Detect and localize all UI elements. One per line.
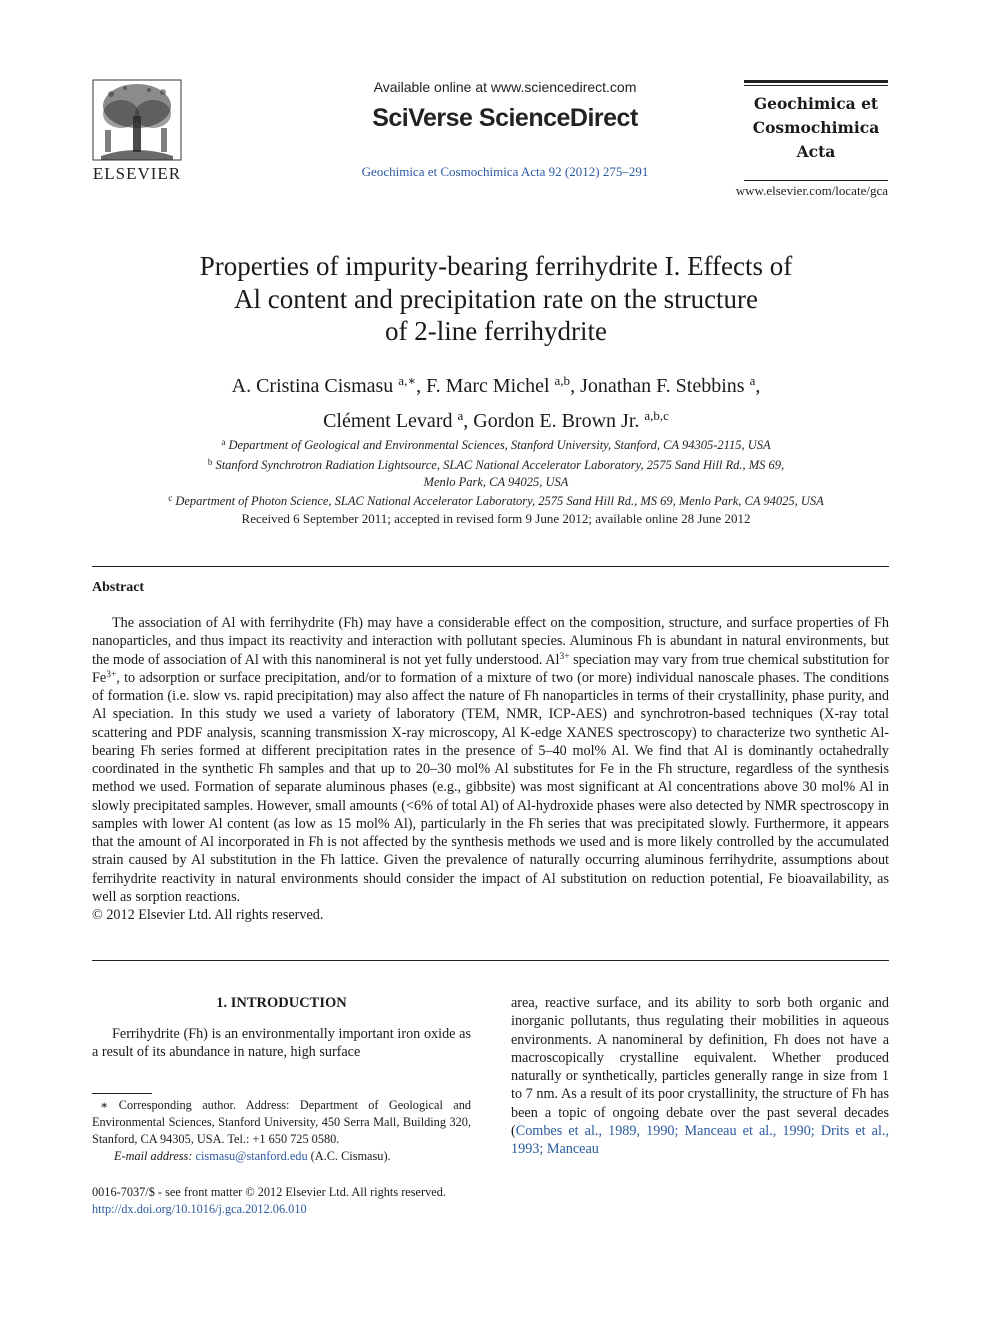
affiliation-b-cont: Menlo Park, CA 94025, USA — [423, 474, 569, 489]
affiliation-key: a — [221, 437, 226, 447]
author-affil-marker[interactable]: a — [457, 408, 464, 423]
journal-url-link[interactable]: www.elsevier.com/locate/gca — [735, 183, 888, 198]
intro-paragraph-right: area, reactive surface, and its ability to sorb both organic and inorganic pollutants, thus regulating their mobilities in aqueous environments. A nanomineral by definition, Fh does not have a macroscopically crystalline equivalent. Whether produced naturally or synthetically, particles generally range in size from 1 to 7 nm. As a result of its poor crystallinity, the structure of Fh has been a topic of ongoing debate over the past several decades (Combes et al., 1989, 1990; Manceau et al., 1990; Drits et al., 1993; Manceau — [511, 995, 889, 1157]
sciencedirect-brand: SciVerse ScienceDirect — [372, 104, 638, 132]
abstract-top-rule — [92, 566, 889, 567]
elsevier-logo — [88, 78, 186, 182]
abstract-bottom-rule — [92, 960, 889, 961]
abstract-heading: Abstract — [92, 580, 145, 595]
author-line1: A. Cristina Cismasu $^{a,∗}$, F. Marc Michel $^{a,b}$, Jonathan F. Stebbins $^a$, — [231, 373, 761, 397]
email-label: E-mail address: — [114, 1149, 193, 1163]
affiliation-text: Department of Photon Science, SLAC National Accelerator Laboratory, 2575 Sand Hill Rd., MS 69, Menlo Park, CA 94025, USA — [175, 494, 824, 509]
author-name[interactable]: F. Marc Michel — [426, 375, 550, 397]
intro-paragraph-left: Ferrihydrite (Fh) is an environmentally important iron oxide as a result of its abundance in nature, high surface — [92, 1026, 471, 1061]
footnote-text: ∗ Corresponding author. Address: Department of Geological and Environmental Sciences, Stanford University, 450 Serra Mall, Building 320, Stanford, CA 94305, USA. Tel.: +1 650 725 0580. — [92, 1098, 471, 1146]
journal-citation-link[interactable]: Geochimica et Cosmochimica Acta 92 (2012) 275–291 — [361, 164, 649, 179]
title-line1: Properties of impurity-bearing ferrihydrite I. Effects of — [199, 251, 793, 281]
journal-title-box — [744, 80, 888, 164]
left-column — [92, 994, 471, 1062]
reference-links[interactable]: Combes et al., 1989, 1990; Manceau et al., 1990; Drits et al., 1993; Manceau — [511, 1122, 889, 1157]
affiliation-key: c — [168, 493, 173, 504]
author-list — [100, 366, 892, 436]
author-email-link[interactable]: cismasu@stanford.edu — [195, 1149, 308, 1163]
abstract-body — [92, 614, 889, 924]
author-affil-marker[interactable]: a,b,c — [644, 408, 669, 423]
affiliation-b — [100, 454, 892, 474]
journal-name-line2: Cosmochimica — [752, 118, 880, 137]
author-affil-marker[interactable]: a,∗ — [398, 373, 417, 388]
author-name[interactable]: Clément Levard — [323, 410, 453, 432]
section-heading-introduction: 1. INTRODUCTION — [216, 995, 347, 1011]
author-affil-marker[interactable]: a,b — [554, 373, 571, 388]
affiliation-text: Stanford Synchrotron Radiation Lightsource, SLAC National Accelerator Laboratory, 2575 Sand Hill Rd., MS 69, — [215, 457, 785, 472]
journal-name-line3: Acta — [796, 142, 836, 161]
available-online-text: Available online at www.sciencedirect.com — [373, 79, 637, 95]
elsevier-tree-icon — [91, 78, 183, 162]
journal-name-line1: Geochimica et — [753, 94, 879, 113]
author-name[interactable]: A. Cristina Cismasu — [231, 375, 394, 397]
affiliation-text: Department of Geological and Environmental Sciences, Stanford University, Stanford, CA 94305-2115, USA — [228, 438, 771, 452]
affiliation-list — [100, 434, 892, 510]
article-dates: Received 6 September 2011; accepted in revised form 9 June 2012; available online 28 June 2012 — [241, 511, 751, 526]
affiliation-key: b — [207, 456, 213, 467]
affiliation-a — [100, 434, 892, 454]
journal-box-rule — [744, 80, 888, 83]
journal-name — [744, 86, 888, 164]
footnote-rule — [92, 1093, 152, 1094]
author-name[interactable]: Jonathan F. Stebbins — [580, 375, 745, 397]
article-title — [100, 250, 892, 348]
right-column — [511, 994, 889, 1158]
author-affil-marker[interactable]: a — [749, 373, 756, 388]
abstract-copyright: © 2012 Elsevier Ltd. All rights reserved. — [92, 907, 324, 923]
footnote-email-line — [92, 1148, 471, 1165]
title-line2: Al content and precipitation rate on the structure — [233, 283, 759, 314]
front-matter — [92, 1184, 512, 1218]
corresponding-author-footnote — [92, 1097, 471, 1165]
issn-line: 0016-7037/$ - see front matter © 2012 Elsevier Ltd. All rights reserved. — [92, 1185, 446, 1199]
abstract-paragraph: The association of Al with ferrihydrite (Fh) may have a considerable effect on the composition, structure, and surface properties of Fh nanoparticles, and thus impact its reactivity and interaction with pollutant species. Aluminous Fh is abundant in natural environments, but the mode of association of Al with this nanomineral is not yet fully understood. $Al^{3+}$ speciation may vary from true chemical substitution for $Fe^{3+}$, to adsorption or surface precipitation, and/or to formation of a mixture of two (or more) individual nanoscale phases. The conditions of formation (i.e. slow vs. rapid precipitation) may also affect the nature of Fh nanoparticles in terms of their crystallinity, phase purity, and Al speciation. In this study we used a variety of laboratory (TEM, NMR, ICP-AES) and synchrotron-based techniques (X-ray total scattering and PDF analysis, scanning transmission X-ray microscopy, Al K-edge XANES spectroscopy) to characterize two synthetic Al-bearing Fh series formed at different precipitation rates in the presence of 5–40 mol% Al. We find that Al is dominantly octahedrally coordinated in the synthetic Fh samples and that up to 20–30 mol% Al substitutes for Fe in the Fh structure, regardless of the synthesis method we used. Formation of separate aluminous phases (e.g., gibbsite) was most significant at Al concentrations above 30 mol% Al in slowly precipitated samples. However, small amounts (<6% of total Al) of Al-hydroxide phases were also detected by NMR spectroscopy in samples with lower Al content (as low as 15 mol% Al), particularly in the Fh series that was precipitated slowly. Furthermore, it appears that the amount of Al incorporated in Fh is not affected by the synthesis methods we used and is more likely controlled by the accumulated strain caused by Al substitution in the Fh lattice. Given the prevalence of naturally occurring aluminous ferrihydrite, assumptions about ferrihydrite reactivity in natural environments should consider the impact of Al substitution on reduction potential, Fe bioavailability, as well as sorption reactions. — [92, 615, 889, 905]
publisher-name: ELSEVIER — [92, 164, 182, 183]
author-name[interactable]: Gordon E. Brown Jr. — [473, 410, 640, 432]
journal-box-bottom-rule — [744, 180, 888, 181]
doi-link[interactable]: http://dx.doi.org/10.1016/j.gca.2012.06.010 — [92, 1202, 307, 1216]
title-line3: of 2-line ferrihydrite — [385, 316, 607, 346]
author-line2: Clément Levard $^a$, Gordon E. Brown Jr. $^{a,b,c}$ — [323, 408, 669, 432]
affiliation-c — [100, 490, 892, 510]
email-suffix: (A.C. Cismasu). — [307, 1149, 391, 1163]
